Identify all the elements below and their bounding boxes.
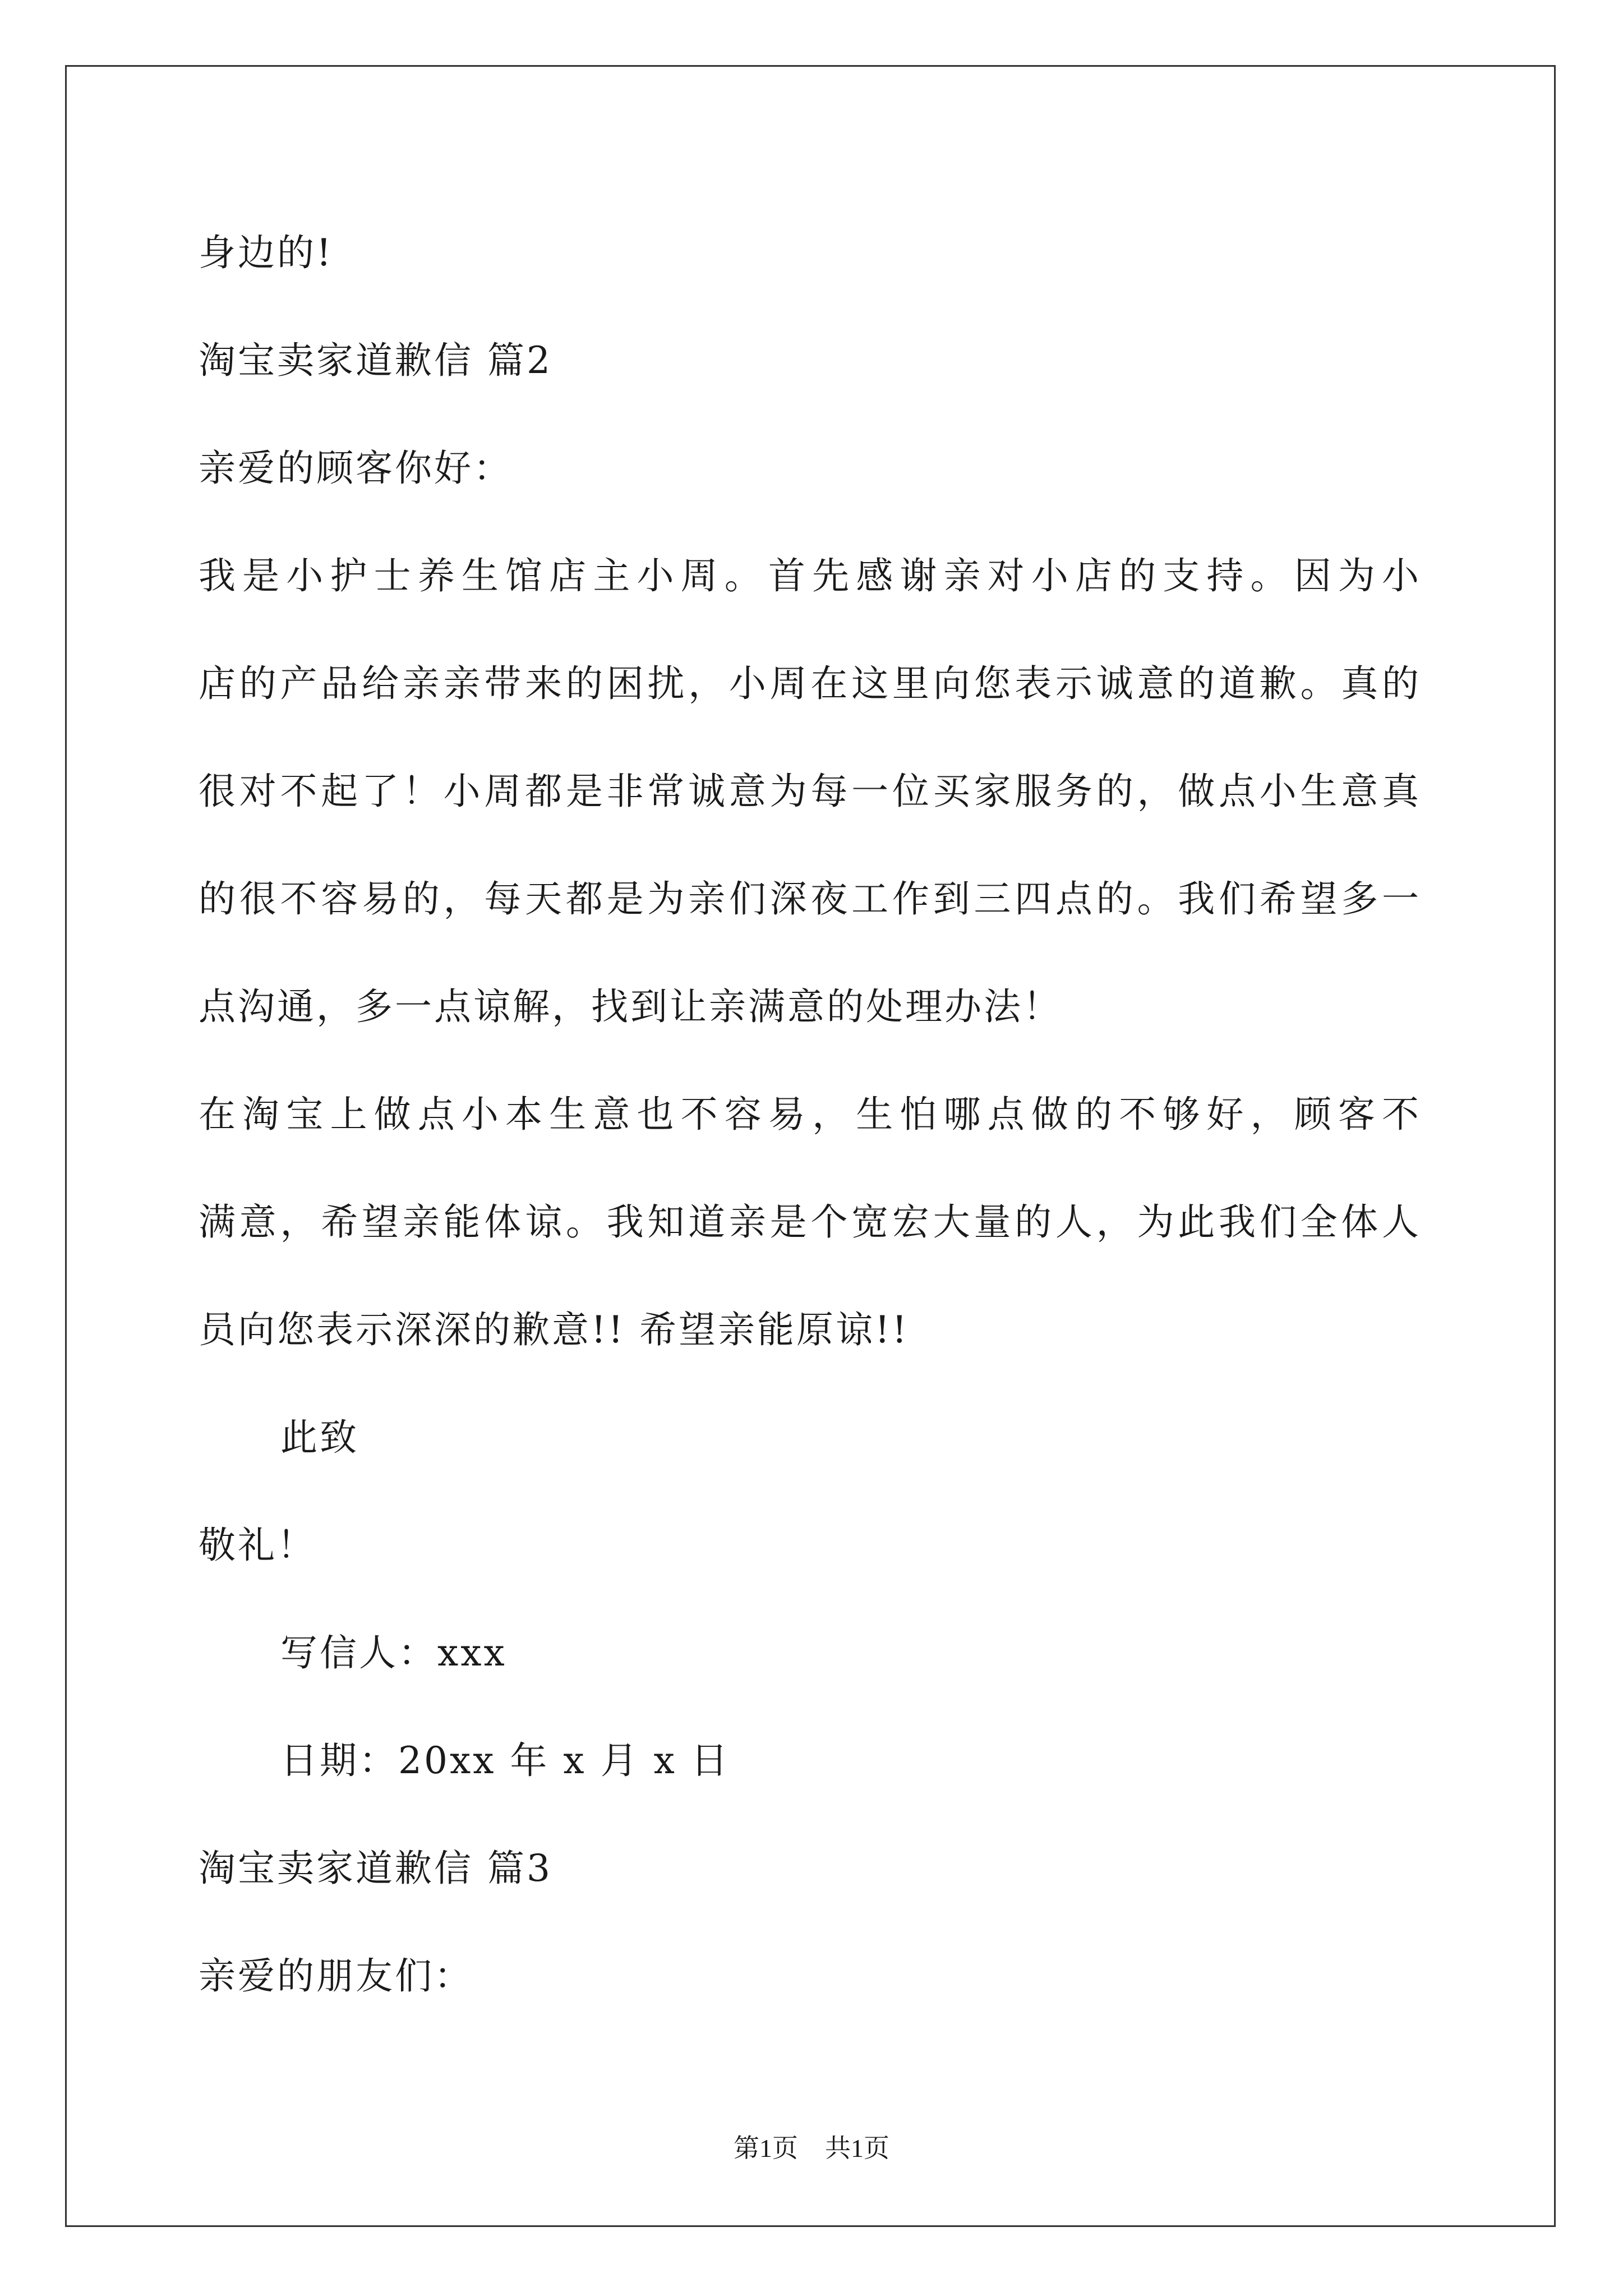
paragraph-line: 的很不容易的，每天都是为亲们深夜工作到三四点的。我们希望多一 xyxy=(199,877,1421,921)
section-heading: 淘宝卖家道歉信 篇2 xyxy=(199,339,552,382)
paragraph-line: 员向您表示深深的歉意!! 希望亲能原谅!! xyxy=(199,1308,910,1351)
page-number: 第1页 xyxy=(734,2134,798,2162)
paragraph-line: 满意，希望亲能体谅。我知道亲是个宽宏大量的人，为此我们全体人 xyxy=(199,1200,1421,1244)
date-line: 日期：20xx 年 x 月 x 日 xyxy=(280,1739,730,1782)
salutation: 亲爱的朋友们： xyxy=(199,1954,473,1998)
paragraph-line: 我是小护士养生馆店主小周。首先感谢亲对小店的支持。因为小 xyxy=(199,554,1421,597)
paragraph-line: 店的产品给亲亲带来的困扰，小周在这里向您表示诚意的道歉。真的 xyxy=(199,662,1421,705)
signature-line: 写信人：xxx xyxy=(280,1631,507,1674)
closing-salute: 敬礼！ xyxy=(199,1524,316,1567)
closing-line: 此致 xyxy=(280,1416,359,1459)
paragraph-line: 很对不起了！小周都是非常诚意为每一位买家服务的，做点小生意真 xyxy=(199,770,1421,813)
paragraph-line: 在淘宝上做点小本生意也不容易，生怕哪点做的不够好，顾客不 xyxy=(199,1093,1421,1136)
page-frame xyxy=(65,65,1556,2227)
salutation: 亲爱的顾客你好： xyxy=(199,447,513,490)
page-total: 共1页 xyxy=(825,2134,889,2162)
section-heading: 淘宝卖家道歉信 篇3 xyxy=(199,1847,552,1890)
paragraph-line: 点沟通，多一点谅解，找到让亲满意的处理办法！ xyxy=(199,985,1062,1028)
page-footer xyxy=(0,2128,1623,2165)
text-line: 身边的! xyxy=(199,231,334,274)
